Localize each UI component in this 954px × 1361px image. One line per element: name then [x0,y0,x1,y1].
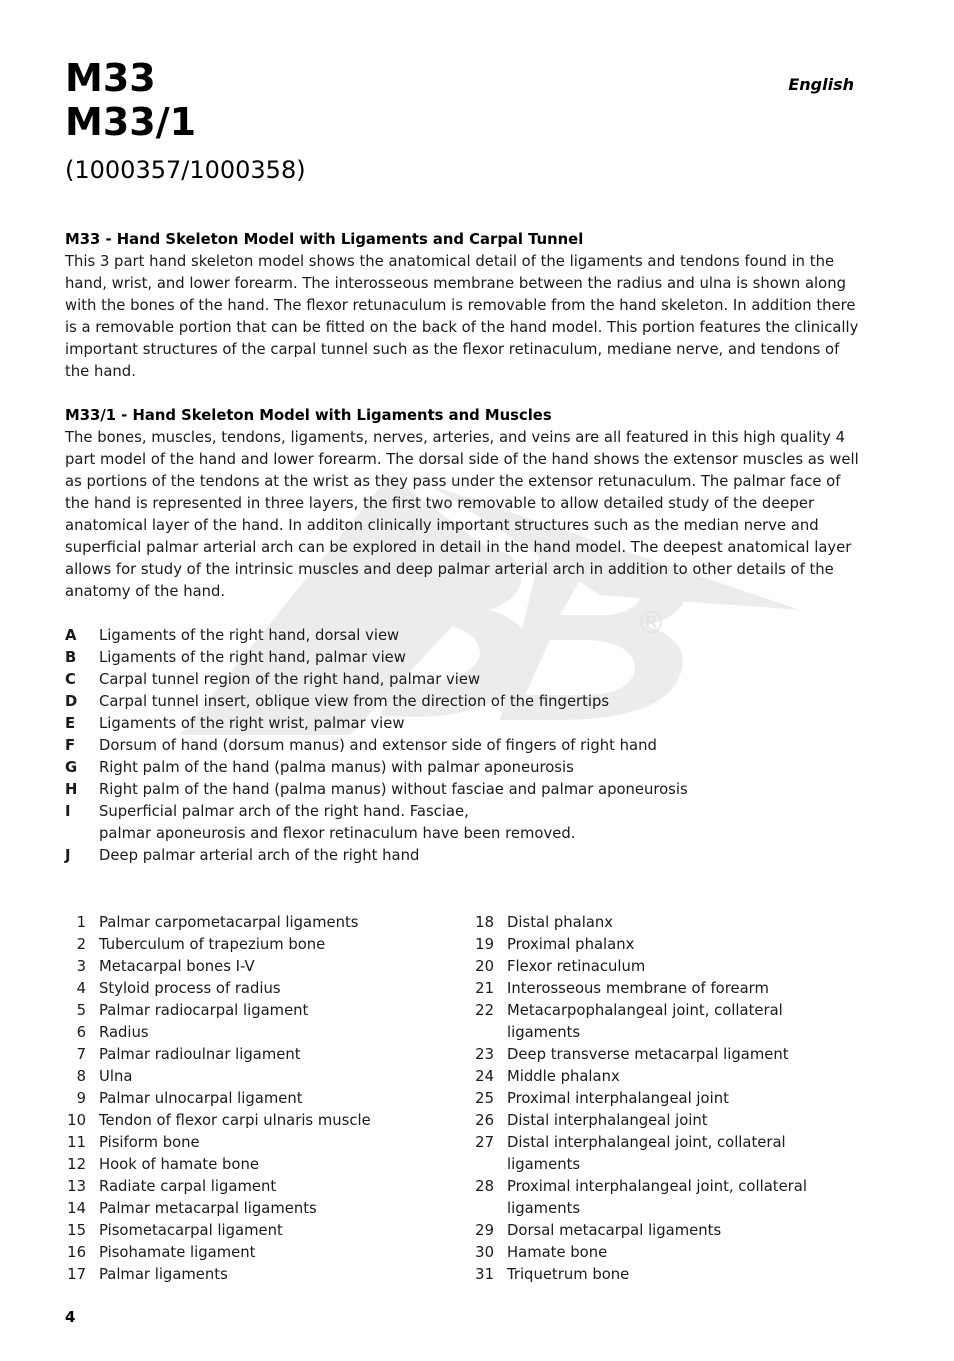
catalog-numbers: (1000357/1000358) [65,156,306,184]
list-item [473,956,873,978]
list-item [65,1176,455,1198]
view-key: C [65,671,76,688]
part-label: Metacarpal bones I-V [99,958,255,975]
view-key: J [65,847,71,864]
part-label: Tendon of flexor carpi ulnaris muscle [99,1112,371,1129]
view-text: Ligaments of the right hand, dorsal view [99,627,400,644]
list-item [65,1132,455,1154]
part-number: 29 [475,1222,494,1239]
list-item [65,956,455,978]
part-label: Interosseous membrane of forearm [507,980,769,997]
view-key: A [65,627,77,644]
part-number: 31 [475,1266,494,1283]
list-item [65,912,455,934]
part-label: Radiate carpal ligament [99,1178,277,1195]
part-label: Palmar radioulnar ligament [99,1046,301,1063]
part-label: Deep transverse metacarpal ligament [507,1046,789,1063]
part-label: Triquetrum bone [507,1266,630,1283]
view-text: Right palm of the hand (palma manus) with palmar aponeurosis [99,759,574,776]
part-number: 13 [67,1178,86,1195]
list-item [65,1198,455,1220]
list-item [65,757,865,779]
part-number: 17 [67,1266,86,1283]
part-number: 25 [475,1090,494,1107]
list-item [65,779,865,801]
part-label: Flexor retinaculum [507,958,646,975]
part-number: 20 [475,958,494,975]
list-item [473,1132,873,1176]
part-number: 14 [67,1200,86,1217]
list-item [65,625,865,647]
part-label-line: Distal interphalangeal joint, collateral [507,1134,786,1151]
list-item [65,691,865,713]
list-item [473,1220,873,1242]
part-label: Palmar carpometacarpal ligaments [99,914,359,931]
part-label-line: ligaments [507,1200,581,1217]
part-label: Radius [99,1024,149,1041]
list-item [65,845,865,867]
part-label: Dorsal metacarpal ligaments [507,1222,722,1239]
part-number: 1 [76,914,86,931]
list-item [473,1066,873,1088]
part-label: Pisometacarpal ligament [99,1222,283,1239]
part-number: 2 [76,936,86,953]
part-number: 16 [67,1244,86,1261]
section-text: This 3 part hand skeleton model shows the anatomical detail of the ligaments and tendons found in the hand, wrist, and lower forearm. The interosseous membrane between the radius and ulna is shown along with the bones of the hand. The flexor retunaculum is removable from the hand skeleton. In addition there is a removable portion that can be fitted on the back of the hand model. This portion features the clinically important structures of the carpal tunnel such as the flexor retinaculum, mediane nerve, and tendons of the hand. [65,253,859,380]
page-number: 4 [65,1308,76,1326]
part-number: 23 [475,1046,494,1063]
list-item [65,647,865,669]
view-text-line: palmar aponeurosis and flexor retinaculum have been removed. [99,825,576,842]
part-label: Hook of hamate bone [99,1156,259,1173]
view-key: H [65,781,78,798]
part-number: 21 [475,980,494,997]
part-number: 22 [475,1002,494,1019]
list-item [65,1044,455,1066]
view-text-line: Superficial palmar arch of the right hand. Fasciae, [99,803,469,820]
view-key: I [65,803,71,820]
part-label: Palmar metacarpal ligaments [99,1200,317,1217]
part-number: 19 [475,936,494,953]
part-number: 30 [475,1244,494,1261]
part-number: 12 [67,1156,86,1173]
part-label [507,1132,873,1176]
view-text [99,801,865,845]
list-item [65,669,865,691]
part-number: 24 [475,1068,494,1085]
section-m33 [65,229,865,383]
part-label-line: Proximal interphalangeal joint, collateral [507,1178,807,1195]
view-text: Deep palmar arterial arch of the right hand [99,847,420,864]
view-text: Ligaments of the right wrist, palmar view [99,715,405,732]
view-key: F [65,737,76,754]
part-label: Palmar ligaments [99,1266,228,1283]
part-label-line: ligaments [507,1024,581,1041]
list-item [473,1110,873,1132]
list-item [65,1220,455,1242]
list-item [65,1066,455,1088]
part-label: Pisohamate ligament [99,1244,256,1261]
part-number: 18 [475,914,494,931]
list-item [473,1264,873,1286]
part-number: 27 [475,1134,494,1151]
part-label: Middle phalanx [507,1068,620,1085]
part-label-line: Metacarpophalangeal joint, collateral [507,1002,783,1019]
view-text: Right palm of the hand (palma manus) without fasciae and palmar aponeurosis [99,781,688,798]
part-number: 9 [76,1090,86,1107]
part-label: Palmar radiocarpal ligament [99,1002,309,1019]
view-key: D [65,693,78,710]
list-item [473,1000,873,1044]
list-item [65,1088,455,1110]
part-label: Tuberculum of trapezium bone [99,936,326,953]
list-item [65,1264,455,1286]
part-number: 28 [475,1178,494,1195]
model-title-m33: M33 [65,56,156,100]
list-item [473,1176,873,1220]
section-heading: M33 - Hand Skeleton Model with Ligaments and Carpal Tunnel [65,231,584,248]
part-number: 10 [67,1112,86,1129]
parts-list-right [473,912,873,1286]
part-label: Styloid process of radius [99,980,281,997]
part-number: 11 [67,1134,86,1151]
view-text: Carpal tunnel region of the right hand, palmar view [99,671,481,688]
language-label: English [788,75,854,94]
list-item [65,735,865,757]
list-item [473,934,873,956]
part-label: Distal phalanx [507,914,614,931]
part-label: Distal interphalangeal joint [507,1112,708,1129]
view-text: Dorsum of hand (dorsum manus) and extensor side of fingers of right hand [99,737,657,754]
list-item [473,978,873,1000]
parts-list-left [65,912,455,1286]
part-number: 4 [76,980,86,997]
list-item [473,1044,873,1066]
section-m33-1 [65,405,865,603]
view-text: Carpal tunnel insert, oblique view from the direction of the fingertips [99,693,610,710]
part-number: 8 [76,1068,86,1085]
list-item [65,1000,455,1022]
view-list [65,625,865,867]
view-key: G [65,759,78,776]
part-label: Ulna [99,1068,133,1085]
list-item [65,1242,455,1264]
view-key: B [65,649,77,666]
list-item [65,1022,455,1044]
part-label: Proximal interphalangeal joint [507,1090,729,1107]
part-label: Palmar ulnocarpal ligament [99,1090,303,1107]
section-text: The bones, muscles, tendons, ligaments, nerves, arteries, and veins are all featured in this high quality 4 part model of the hand and lower forearm. The dorsal side of the hand shows the extensor muscles as well as portions of the tendons at the wrist as they pass under the extensor retunaculum. The palmar face of the hand is represented in three layers, the first two removable to allow detailed study of the deeper anatomical layer of the hand. In additon clinically important structures such as the median nerve and superficial palmar arterial arch can be explored in detail in the hand model. The deepest anatomical layer allows for study of the intrinsic muscles and deep palmar arterial arch in addition to other details of the anatomy of the hand. [65,429,859,600]
list-item [65,1154,455,1176]
part-label: Pisiform bone [99,1134,200,1151]
part-number: 15 [67,1222,86,1239]
part-label: Hamate bone [507,1244,608,1261]
list-item [473,912,873,934]
list-item [65,801,865,845]
list-item [473,1242,873,1264]
view-text: Ligaments of the right hand, palmar view [99,649,406,666]
list-item [65,934,455,956]
part-label [507,1176,873,1220]
registered-mark: ® [636,606,666,641]
part-number: 26 [475,1112,494,1129]
part-number: 5 [76,1002,86,1019]
part-number: 6 [76,1024,86,1041]
list-item [65,713,865,735]
part-label-line: ligaments [507,1156,581,1173]
list-item [65,978,455,1000]
model-title-m33-1: M33/1 [65,100,197,144]
list-item [473,1088,873,1110]
view-key: E [65,715,76,732]
part-number: 3 [76,958,86,975]
section-heading: M33/1 - Hand Skeleton Model with Ligaments and Muscles [65,407,552,424]
part-label [507,1000,873,1044]
list-item [65,1110,455,1132]
part-label: Proximal phalanx [507,936,635,953]
part-number: 7 [76,1046,86,1063]
